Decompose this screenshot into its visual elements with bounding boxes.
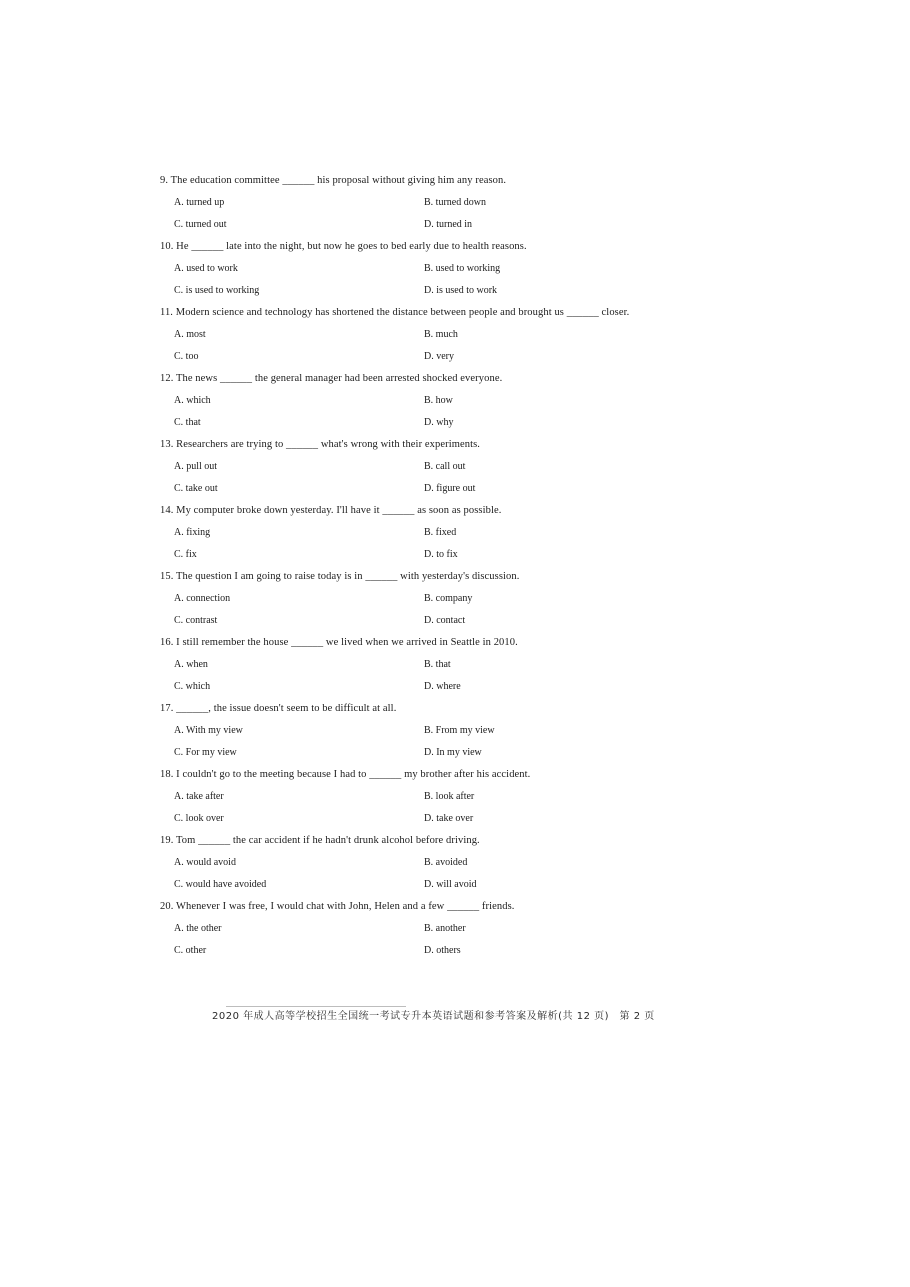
question-stem: 12. The news ______ the general manager had been arrested shocked everyone. (160, 373, 503, 384)
answer-option: A. turned up (174, 197, 225, 208)
question-item (160, 170, 700, 236)
answer-option: C. other (174, 945, 207, 956)
answer-option: C. contrast (174, 615, 218, 626)
answer-option: C. fix (174, 549, 197, 560)
answer-options (160, 192, 700, 236)
answer-options (160, 654, 700, 698)
answer-option: B. fixed (424, 527, 457, 538)
answer-option: C. look over (174, 813, 224, 824)
answer-options (160, 456, 700, 500)
answer-option: D. to fix (424, 549, 458, 560)
answer-option: C. that (174, 417, 201, 428)
answer-option: C. is used to working (174, 285, 260, 296)
question-item (160, 434, 700, 500)
question-list (160, 170, 700, 962)
question-item (160, 500, 700, 566)
question-item (160, 566, 700, 632)
answer-option: C. which (174, 681, 211, 692)
answer-option: B. much (424, 329, 458, 340)
answer-option: D. is used to work (424, 285, 498, 296)
answer-option: C. would have avoided (174, 879, 267, 890)
question-stem: 17. ______, the issue doesn't seem to be difficult at all. (160, 703, 397, 714)
page-footer: 2020 年成人高等学校招生全国统一考试专升本英语试题和参考答案及解析(共 12 页) 第 2 页 (212, 1011, 655, 1022)
answer-option: B. call out (424, 461, 466, 472)
answer-option: B. used to working (424, 263, 501, 274)
answer-option: C. For my view (174, 747, 237, 758)
answer-option: A. when (174, 659, 208, 670)
answer-option: D. very (424, 351, 454, 362)
question-stem: 10. He ______ late into the night, but now he goes to bed early due to health reasons. (160, 241, 527, 252)
answer-option: A. which (174, 395, 211, 406)
answer-option: D. where (424, 681, 461, 692)
question-stem: 19. Tom ______ the car accident if he hadn't drunk alcohol before driving. (160, 835, 480, 846)
answer-option: A. fixing (174, 527, 211, 538)
question-stem: 20. Whenever I was free, I would chat with John, Helen and a few ______ friends. (160, 901, 515, 912)
answer-options (160, 852, 700, 896)
answer-option: A. With my view (174, 725, 243, 736)
question-item (160, 368, 700, 434)
answer-options (160, 588, 700, 632)
answer-option: B. company (424, 593, 473, 604)
answer-option: B. how (424, 395, 453, 406)
answer-option: B. that (424, 659, 451, 670)
answer-options (160, 324, 700, 368)
answer-option: A. used to work (174, 263, 238, 274)
question-item (160, 236, 700, 302)
answer-option: D. others (424, 945, 461, 956)
question-item (160, 698, 700, 764)
answer-option: D. contact (424, 615, 466, 626)
answer-options (160, 258, 700, 302)
answer-option: B. another (424, 923, 466, 934)
answer-option: C. take out (174, 483, 218, 494)
question-item (160, 302, 700, 368)
question-stem: 11. Modern science and technology has shortened the distance between people and brought us ______ closer. (160, 307, 630, 318)
answer-options (160, 522, 700, 566)
answer-option: B. avoided (424, 857, 468, 868)
answer-option: B. From my view (424, 725, 495, 736)
question-stem: 16. I still remember the house ______ we lived when we arrived in Seattle in 2010. (160, 637, 518, 648)
answer-option: A. pull out (174, 461, 218, 472)
question-item (160, 830, 700, 896)
question-item (160, 632, 700, 698)
answer-options (160, 786, 700, 830)
answer-option: D. turned in (424, 219, 473, 230)
question-item (160, 896, 700, 962)
answer-option: C. too (174, 351, 199, 362)
answer-option: A. most (174, 329, 206, 340)
question-stem: 18. I couldn't go to the meeting because I had to ______ my brother after his accident. (160, 769, 531, 780)
answer-options (160, 918, 700, 962)
answer-option: D. figure out (424, 483, 476, 494)
answer-options (160, 390, 700, 434)
question-item (160, 764, 700, 830)
question-stem: 14. My computer broke down yesterday. I'll have it ______ as soon as possible. (160, 505, 502, 516)
answer-option: D. why (424, 417, 454, 428)
question-stem: 15. The question I am going to raise today is in ______ with yesterday's discussion. (160, 571, 520, 582)
answer-option: A. would avoid (174, 857, 236, 868)
answer-option: D. In my view (424, 747, 482, 758)
answer-option: B. turned down (424, 197, 486, 208)
answer-option: A. take after (174, 791, 224, 802)
answer-option: C. turned out (174, 219, 227, 230)
question-stem: 9. The education committee ______ his proposal without giving him any reason. (160, 175, 507, 186)
question-stem: 13. Researchers are trying to ______ what's wrong with their experiments. (160, 439, 481, 450)
answer-option: B. look after (424, 791, 475, 802)
answer-option: A. the other (174, 923, 222, 934)
footer-divider (226, 1006, 406, 1007)
answer-option: D. will avoid (424, 879, 477, 890)
answer-option: D. take over (424, 813, 474, 824)
answer-option: A. connection (174, 593, 231, 604)
answer-options (160, 720, 700, 764)
